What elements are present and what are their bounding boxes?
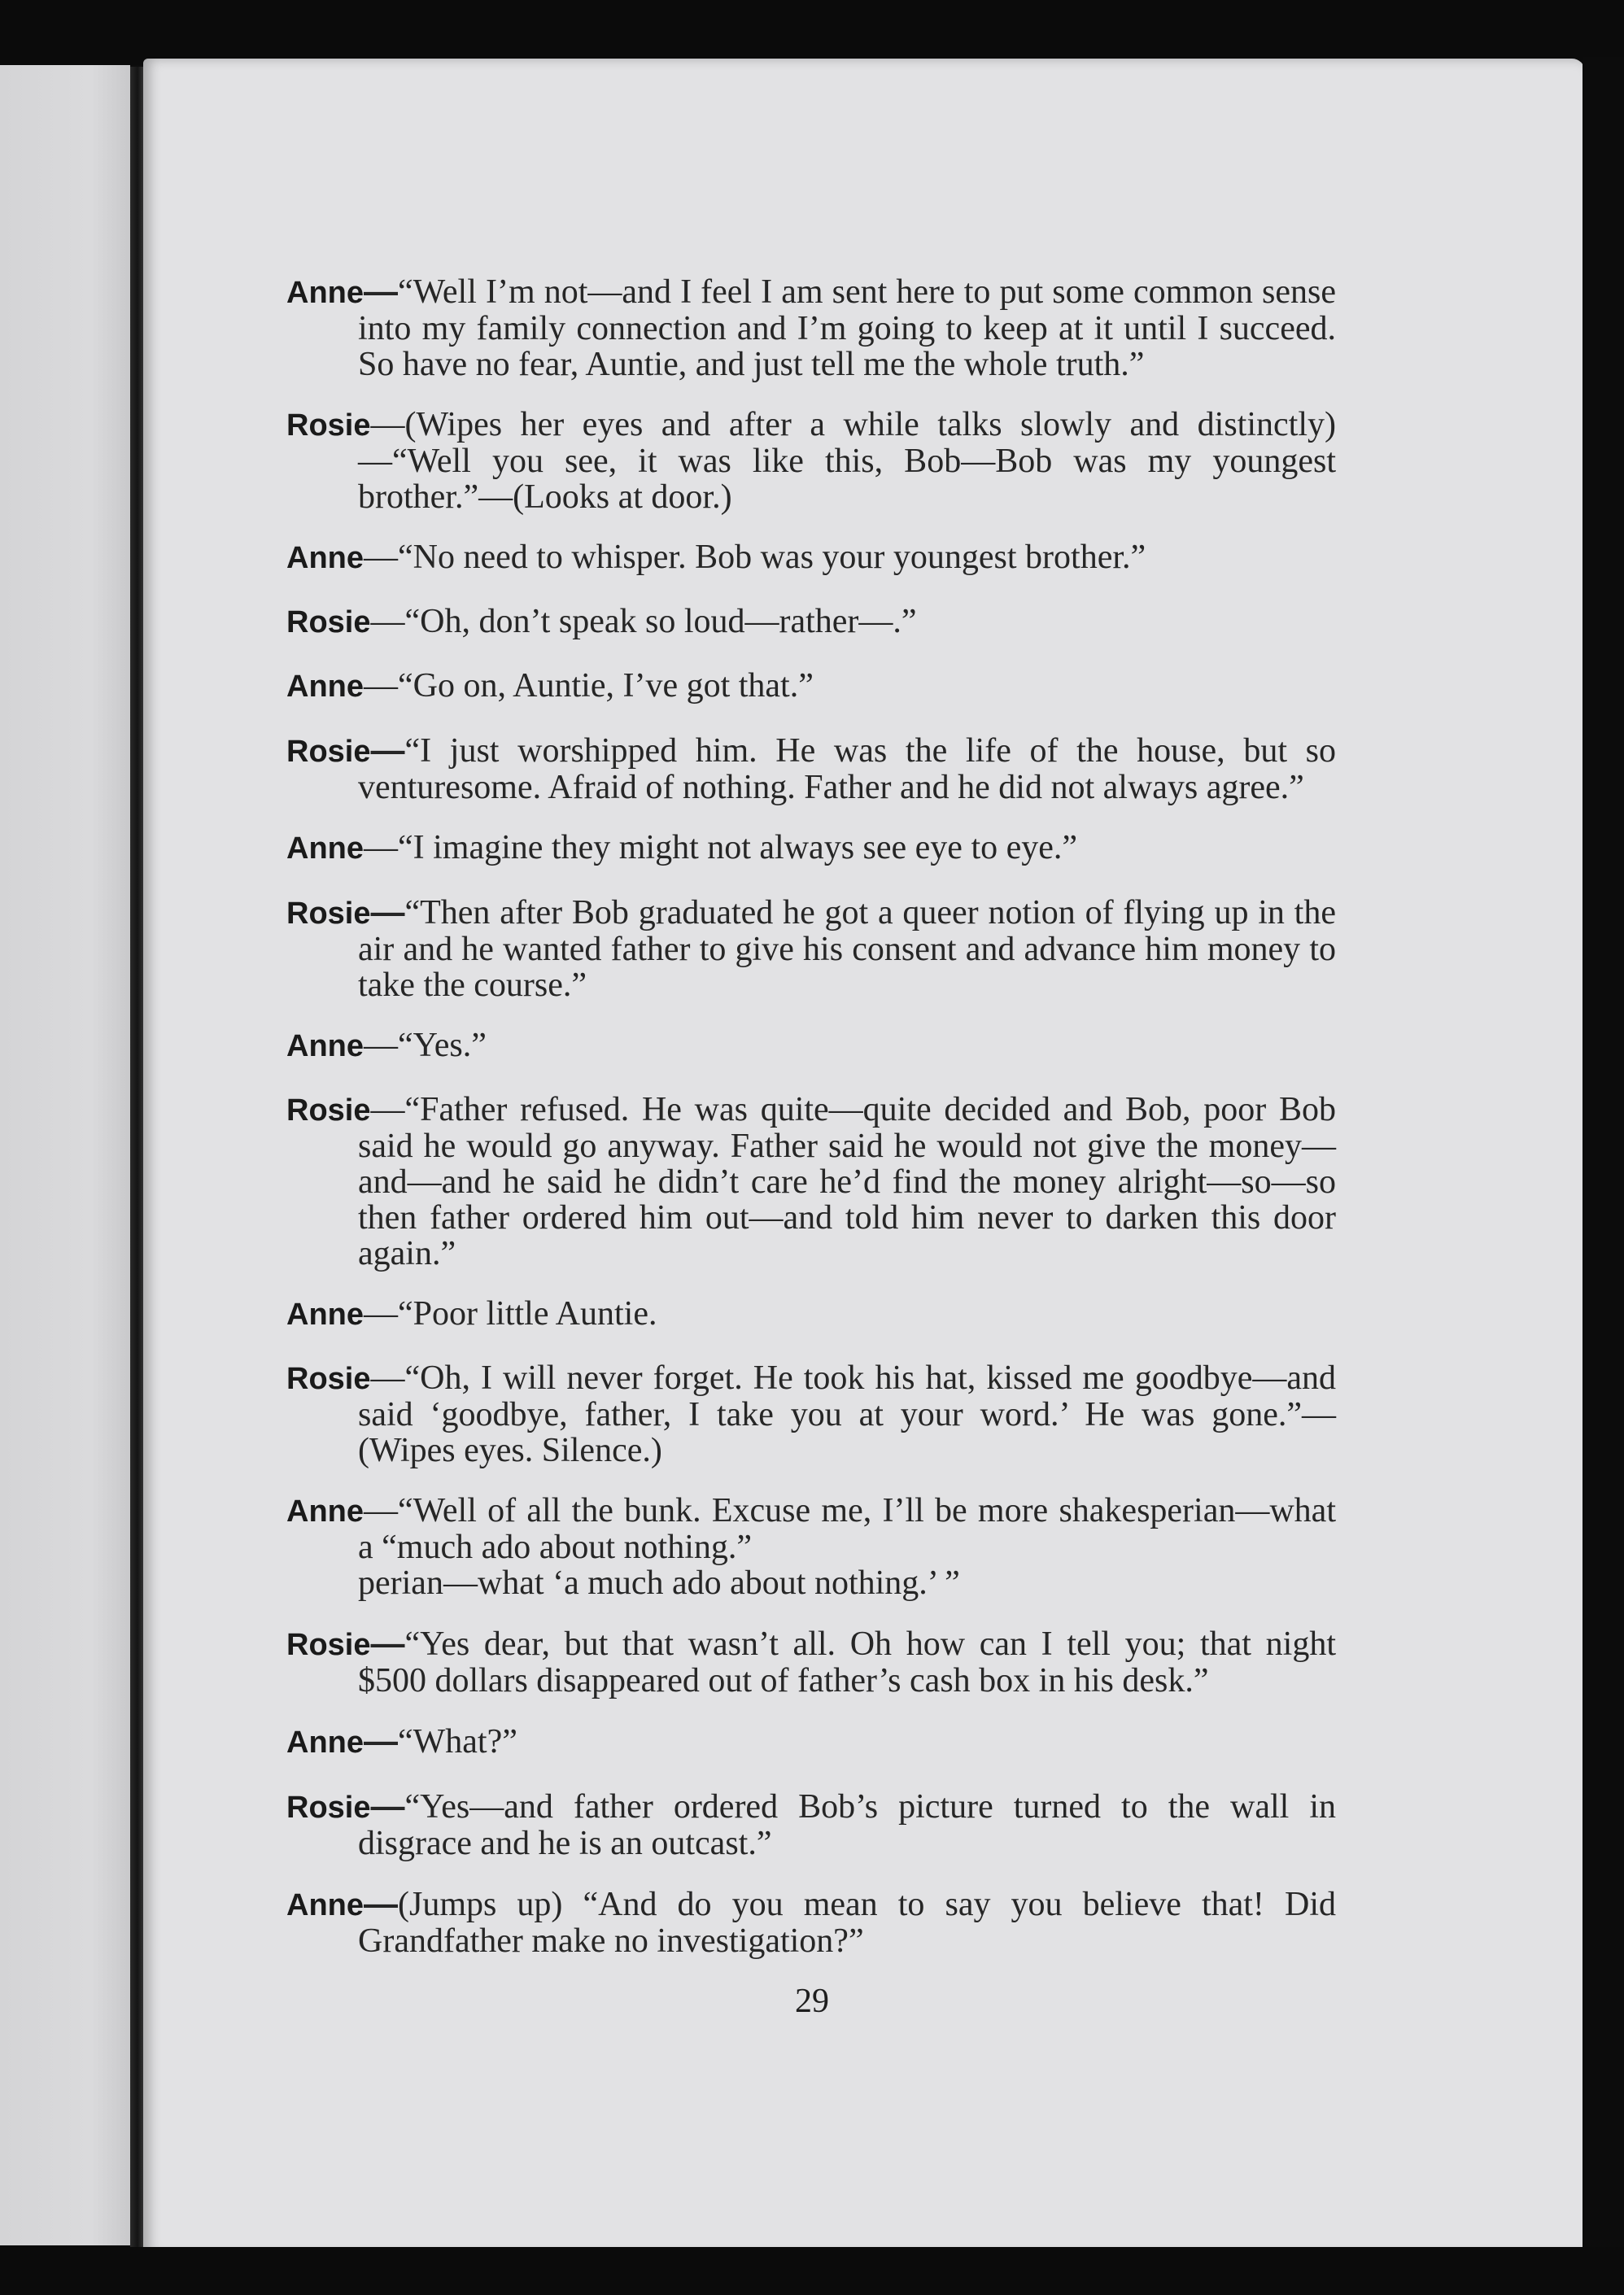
line-text: “No need to whisper. Bob was your youngest brother.” — [398, 539, 1146, 576]
speaker-name: Rosie — [286, 735, 371, 769]
dialogue-line — [286, 1360, 1336, 1468]
line-text: “Oh, I will never forget. He took his hat, kissed me goodbye—and said ‘goodbye, father, I take you at your word.’ He was gone.”—(Wipes eyes. Silence.) — [358, 1359, 1336, 1469]
dialogue-line — [286, 732, 1336, 805]
speaker-name: Rosie — [286, 897, 371, 931]
speaker-separator: — — [370, 1091, 405, 1128]
speaker-separator: — — [364, 1027, 398, 1064]
speaker-name: Rosie — [286, 408, 371, 443]
speaker-separator: — — [364, 272, 398, 310]
dialogue-line — [286, 1886, 1336, 1959]
speaker-name: Anne — [286, 1888, 364, 1922]
speaker-name: Rosie — [286, 1628, 371, 1662]
speaker-separator: — — [370, 731, 405, 769]
speaker-separator: — — [364, 1884, 398, 1922]
line-text: “Yes.” — [398, 1027, 487, 1064]
speaker-separator: — — [370, 1624, 405, 1662]
dialogue-line — [286, 1625, 1336, 1699]
play-dialogue — [286, 273, 1336, 1983]
speaker-separator: — — [370, 603, 405, 640]
speaker-name: Anne — [286, 276, 364, 310]
speaker-name: Anne — [286, 541, 364, 575]
scan-background-right — [1583, 57, 1624, 2295]
line-text: (Jumps up) “And do you mean to say you believe that! Did Grandfather make no investigation?” — [358, 1886, 1336, 1960]
facing-page-edge — [0, 65, 130, 2245]
page-number: 29 — [795, 1983, 829, 2020]
line-text: “What?” — [398, 1723, 517, 1761]
line-text: “Go on, Auntie, I’ve got that.” — [398, 667, 814, 705]
dialogue-line — [286, 273, 1336, 382]
dialogue-line — [286, 1788, 1336, 1861]
line-text: “Well I’m not—and I feel I am sent here to put some common sense into my family connection and I’m going to keep at it until I succeed. So have no fear, Auntie, and just tell me the whole truth.” — [358, 273, 1336, 383]
dialogue-line — [286, 668, 1336, 705]
speaker-name: Anne — [286, 1726, 364, 1760]
line-text: “Poor little Auntie. — [398, 1295, 657, 1333]
speaker-separator: — — [364, 1295, 398, 1333]
speaker-separator: — — [364, 1721, 398, 1760]
speaker-name: Anne — [286, 670, 364, 704]
dialogue-line — [286, 539, 1336, 576]
line-text-continuation: perian—what ‘a much ado about nothing.’ ” — [358, 1564, 960, 1602]
speaker-name: Rosie — [286, 1093, 371, 1128]
speaker-separator: — — [364, 667, 398, 705]
line-text: “I imagine they might not always see eye to eye.” — [398, 829, 1078, 866]
line-text: “Then after Bob graduated he got a queer notion of flying up in the air and he wanted father to give his consent and advance him money to take the course.” — [358, 894, 1336, 1004]
speaker-separator: — — [370, 1359, 405, 1397]
speaker-separator: — — [364, 1492, 398, 1529]
dialogue-line — [286, 604, 1336, 640]
scan-background-bottom — [0, 2247, 1624, 2295]
line-text: “Well of all the bunk. Excuse me, I’ll be more shakesperian—what a “much ado about nothing.” — [358, 1492, 1336, 1566]
dialogue-line — [286, 1028, 1336, 1064]
line-text: “Yes—and father ordered Bob’s picture turned to the wall in disgrace and he is an outcast.” — [358, 1788, 1336, 1862]
line-text: (Wipes her eyes and after a while talks slowly and distinctly)—“Well you see, it was like this, Bob—Bob was my youngest brother.”—(Looks at door.) — [358, 406, 1336, 516]
speaker-name: Anne — [286, 1298, 364, 1332]
speaker-name: Anne — [286, 831, 364, 866]
line-text: “Oh, don’t speak so loud—rather—.” — [404, 603, 917, 640]
dialogue-line — [286, 1723, 1336, 1761]
dialogue-line — [286, 894, 1336, 1003]
speaker-separator: — — [364, 829, 398, 866]
speaker-separator: — — [364, 539, 398, 576]
dialogue-line — [286, 1092, 1336, 1272]
speaker-name: Rosie — [286, 605, 371, 639]
speaker-name: Rosie — [286, 1362, 371, 1396]
line-text: “Yes dear, but that wasn’t all. Oh how can I tell you; that night $500 dollars disappeared out of father’s cash box in his desk.” — [358, 1625, 1336, 1699]
speaker-separator: — — [370, 406, 405, 443]
line-text: “Father refused. He was quite—quite decided and Bob, poor Bob said he would go anyway. Father said he would not give the money—and—and he said he didn’t care he’d find the money alright—so—so then father ordered him out—and told him never to darken this door again.” — [358, 1091, 1336, 1272]
scan-background-top — [0, 0, 1624, 65]
speaker-name: Rosie — [286, 1791, 371, 1825]
speaker-name: Anne — [286, 1029, 364, 1063]
dialogue-line — [286, 1493, 1336, 1601]
line-text: “I just worshipped him. He was the life of the house, but so venturesome. Afraid of nothing. Father and he did not always agree.” — [358, 732, 1336, 806]
dialogue-line — [286, 407, 1336, 515]
speaker-separator: — — [370, 1787, 405, 1825]
dialogue-line — [286, 830, 1336, 866]
speaker-separator: — — [370, 892, 405, 931]
dialogue-line — [286, 1296, 1336, 1333]
speaker-name: Anne — [286, 1494, 364, 1529]
